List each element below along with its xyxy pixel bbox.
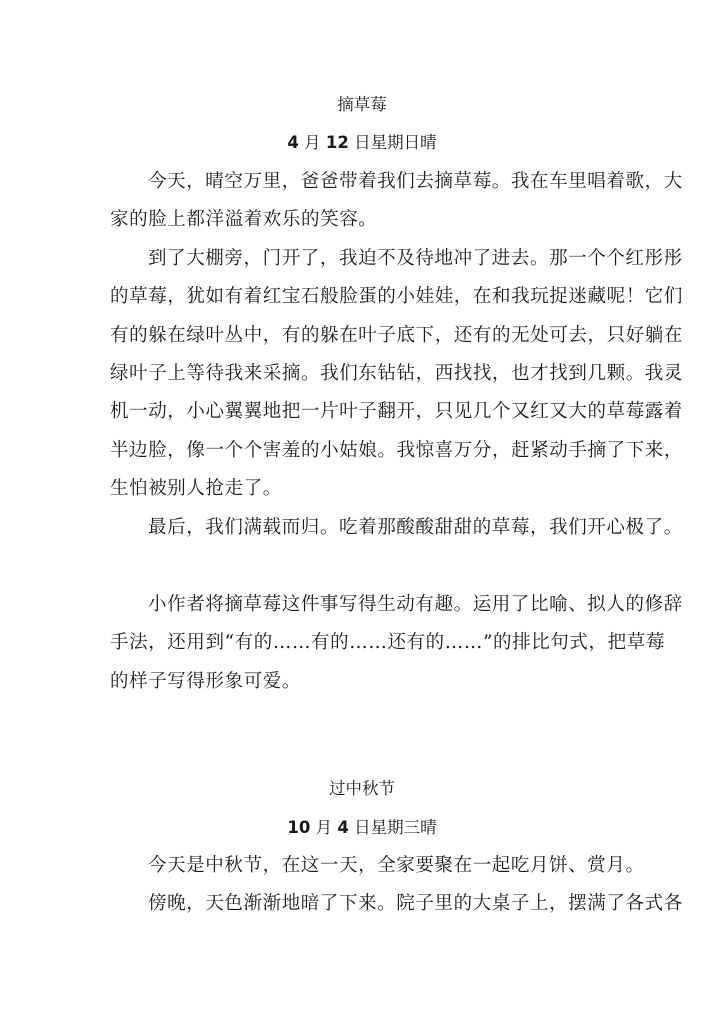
date-month-number: 4 [287, 133, 299, 152]
essay-date [0, 816, 724, 840]
paragraph-line: 家的脸上都洋溢着欢乐的笑容。 [110, 209, 378, 230]
date-month-label: 月 [298, 133, 326, 152]
paragraph-line: 到了大棚旁，门开了，我迫不及待地冲了进去。那一个个红彤彤 [148, 248, 683, 269]
date-month-label: 月 [310, 818, 338, 837]
essay-title: 摘草莓 [337, 95, 387, 114]
paragraph-line: 的草莓，犹如有着红宝石般脸蛋的小娃娃，在和我玩捉迷藏呢！它们 [110, 286, 684, 307]
commentary-line: 小作者将摘草莓这件事写得生动有趣。运用了比喻、拟人的修辞 [148, 594, 683, 615]
date-day-number: 12 [325, 133, 349, 152]
date-weekday-weather: 日星期日晴 [348, 133, 437, 152]
paragraph-line: 机一动，小心翼翼地把一片叶子翻开，只见几个又红又大的草莓露着 [110, 401, 684, 422]
paragraph-line: 最后，我们满载而归。吃着那酸酸甜甜的草莓，我们开心极了。 [148, 517, 683, 538]
commentary-line: 手法，还用到“有的……有的……还有的……”的排比句式，把草莓 [110, 632, 665, 653]
date-day-number: 4 [337, 818, 349, 837]
paragraph-line: 今天是中秋节，在这一天，全家要聚在一起吃月饼、赏月。 [148, 855, 645, 876]
paragraph-line: 生怕被别人抢走了。 [110, 478, 282, 499]
date-weekday-weather: 日星期三晴 [348, 818, 437, 837]
commentary-line: 的样子写得形象可爱。 [110, 671, 302, 692]
paragraph-line: 今天，晴空万里，爸爸带着我们去摘草莓。我在车里唱着歌，大 [148, 171, 683, 192]
paragraph-line: 绿叶子上等待我来采摘。我们东钻钻，西找找，也才找到几颗。我灵 [110, 363, 684, 384]
essay-title: 过中秋节 [329, 779, 395, 798]
paragraph-line: 傍晚，天色渐渐地暗了下来。院子里的大桌子上，摆满了各式各 [148, 893, 683, 914]
paragraph-line: 有的躲在绿叶丛中，有的躲在叶子底下，还有的无处可去，只好躺在 [110, 325, 684, 346]
essay-date [0, 131, 724, 155]
paragraph-line: 半边脸，像一个个害羞的小姑娘。我惊喜万分，赶紧动手摘了下来， [110, 440, 684, 461]
date-month-number: 10 [287, 818, 311, 837]
